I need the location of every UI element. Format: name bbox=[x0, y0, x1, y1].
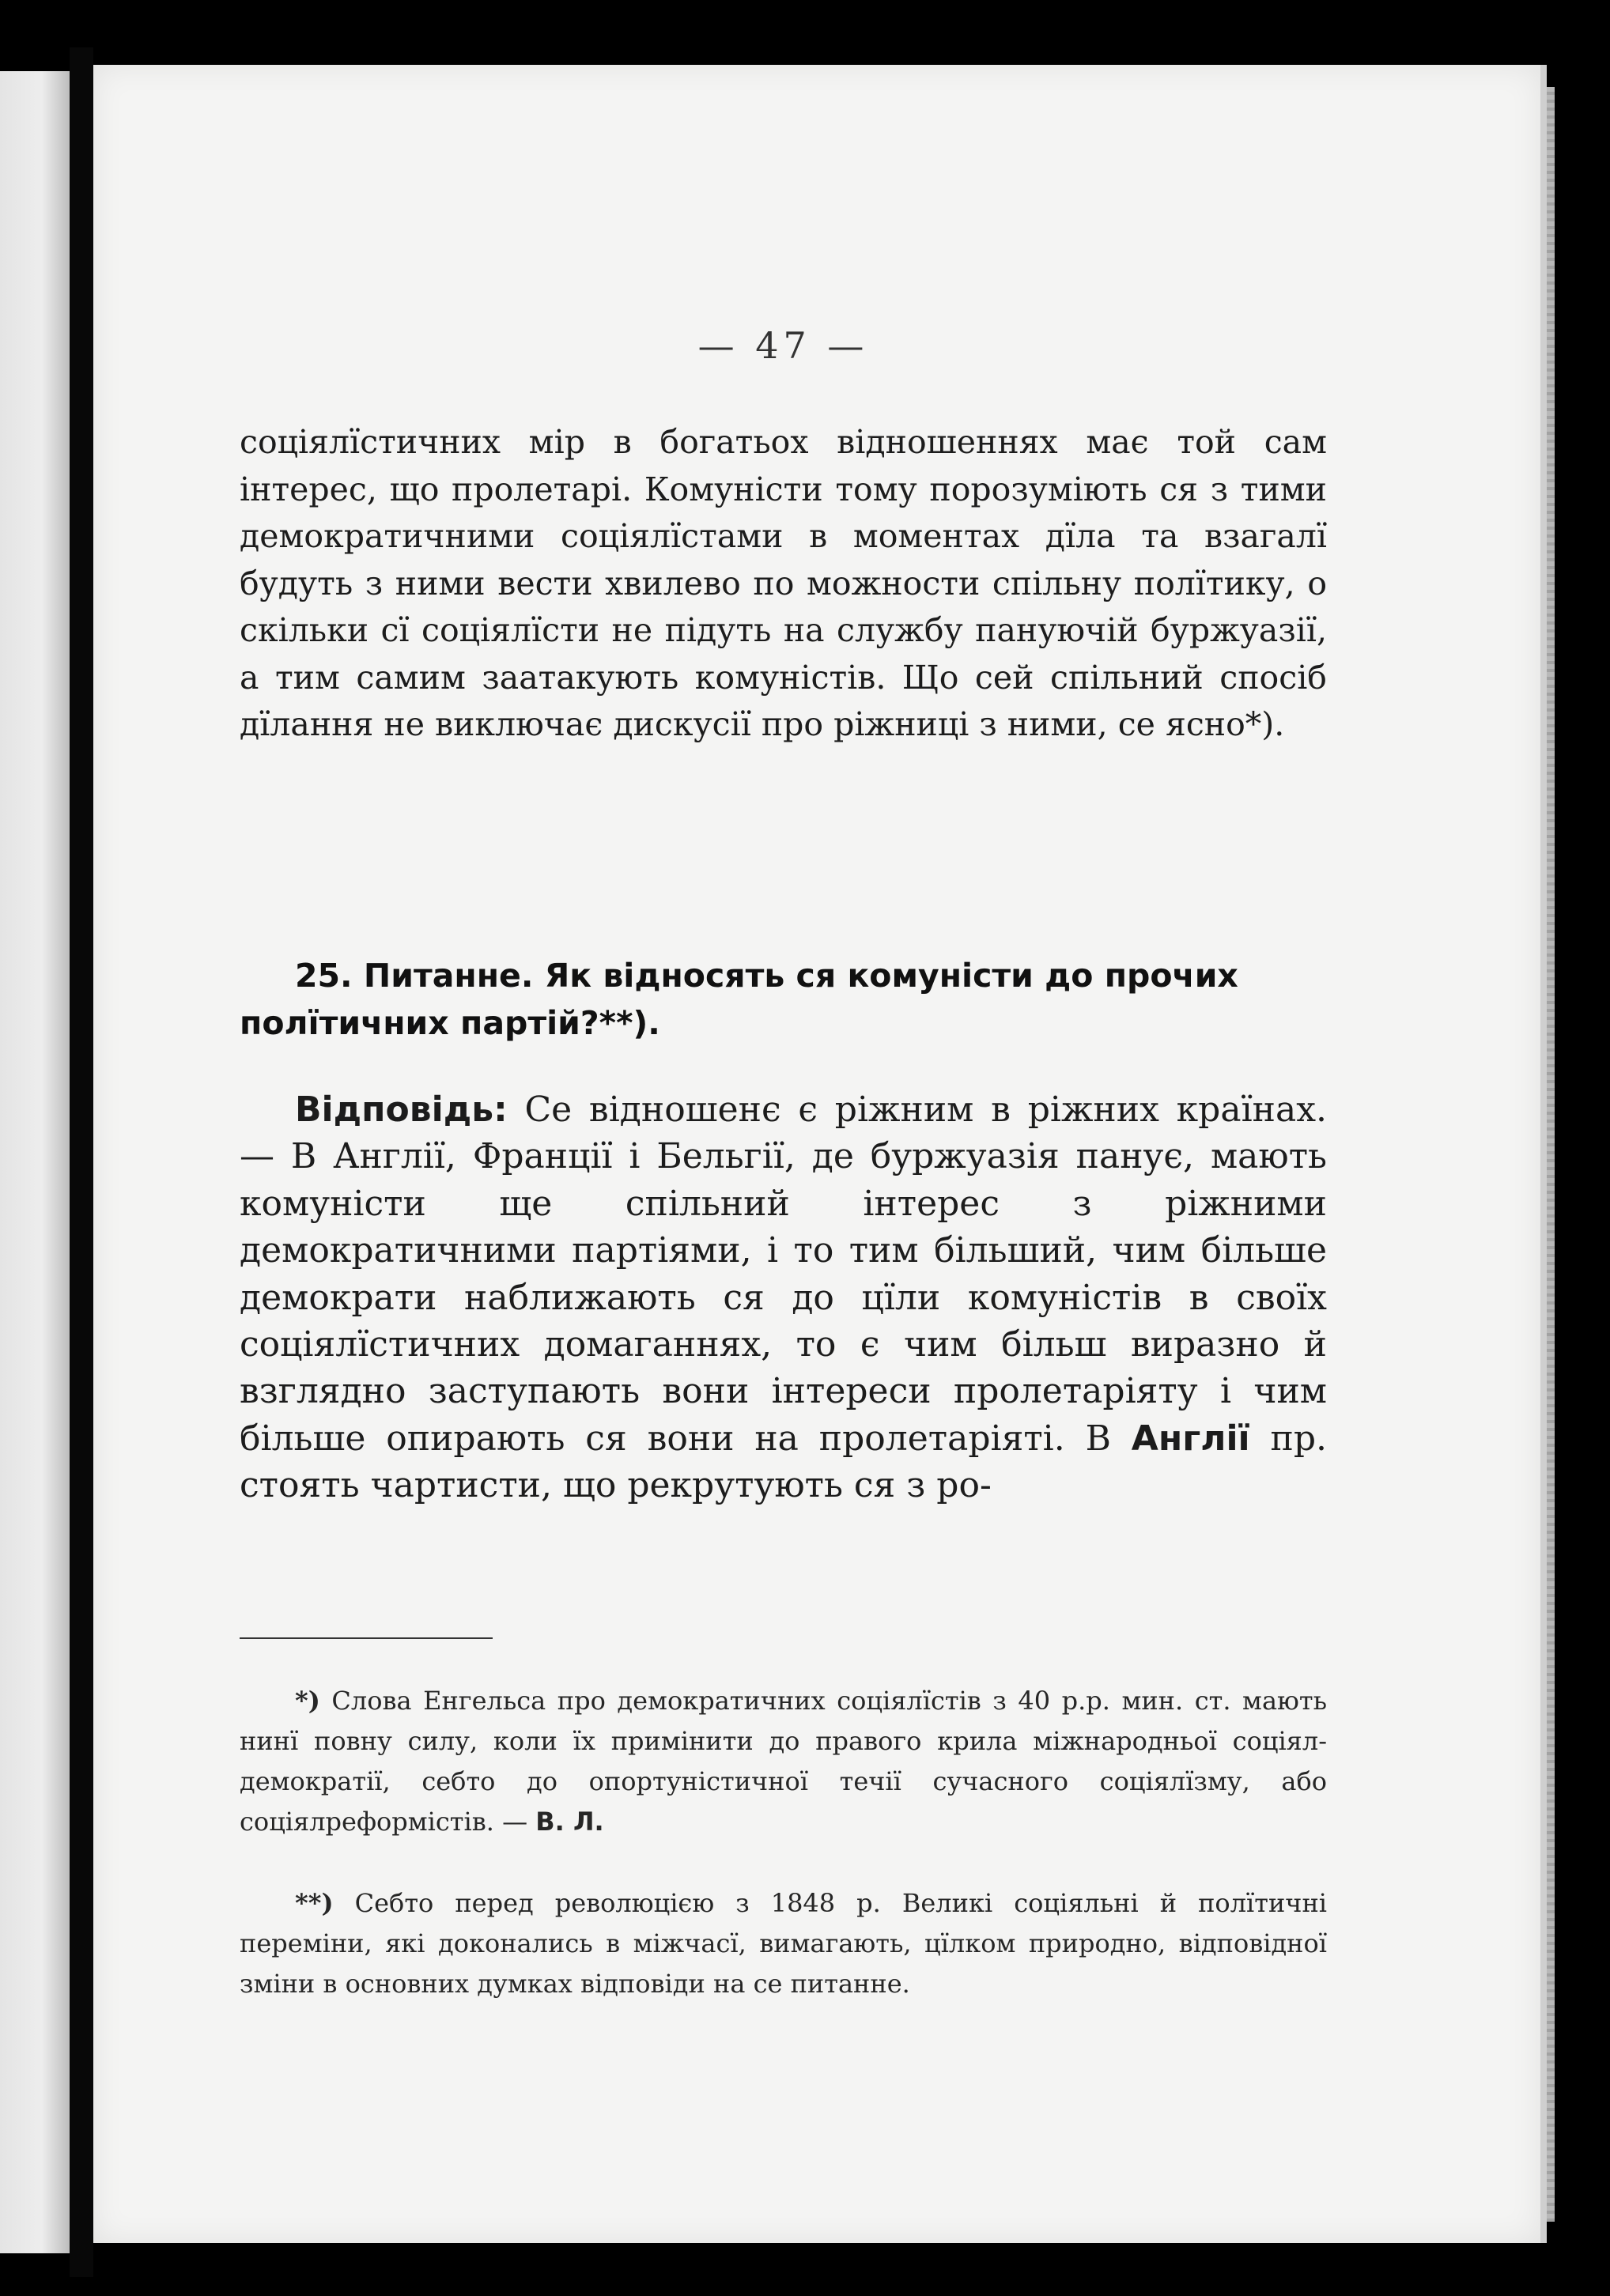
answer-text-part-1: Се відношенє є ріжним в ріжних країнах. — В Англії, Франції і Бельгії, де буржуазія панує, мають комуністи ще спільний інтерес з ріжними демократичними партіями, і то тим більший, чим більше демократи наближають ся до цїли комуністів в своїх соціялїстичних домаганнях, то є чим більш виразно й взглядно заступають вони інтереси пролетаріяту і чим більше опирають ся вони на пролетаріяті. В bbox=[240, 1089, 1327, 1459]
book-gutter bbox=[70, 47, 93, 2277]
footnote-1 bbox=[240, 1681, 1327, 1842]
book-page bbox=[93, 65, 1547, 2243]
footnote-2-text: Себто перед революцією з 1848 р. Великі соціяльні й полїтичні переміни, які доконались в міжчасї, вимагають, цїлком природно, відповідної зміни в основних думках відповіди на се питанне. bbox=[240, 1888, 1327, 1999]
footnote-divider bbox=[240, 1637, 493, 1639]
footnote-1-text: Слова Енгельса про демократичних соціялїстів з 40 р.р. мин. ст. мають нинї повну силу, коли їх примінити до правого крила міжнародньої соціял-демократії, себто до опортуністичної течії сучасного соціялїзму, або соціялреформістів. — bbox=[240, 1686, 1327, 1837]
answer-bold-word: Англії bbox=[1131, 1418, 1250, 1459]
footnote-2 bbox=[240, 1883, 1327, 2004]
previous-page-edge bbox=[0, 71, 70, 2253]
answer-paragraph bbox=[240, 1086, 1327, 1509]
footnote-1-mark: *) bbox=[295, 1686, 320, 1716]
footnote-1-signature: В. Л. bbox=[535, 1807, 604, 1837]
footnote-2-mark: **) bbox=[295, 1888, 334, 1918]
paragraph-continued: соціялїстичних мір в богатьох відношеннях має той сам інтерес, що пролетарі. Комуністи тому порозуміють ся з тими демократичними соціялїстами в моментах дїла та взагалї будуть з ними вести хвилево по можности спільну полїтику, о скільки сї соціялїсти не підуть на службу пануючій буржуазії, а тим самим заатакують комуністів. Що сей спільний спосіб дїлання не виключає дискусії про ріжниці з ними, се ясно*). bbox=[240, 423, 1327, 743]
question-heading: 25. Питанне. Як відносять ся комуністи до прочих полїтичних партій?**). bbox=[240, 957, 1238, 1042]
answer-label: Відповідь: bbox=[295, 1089, 508, 1130]
answer-text-part-2: пр. стоять чартисти, що рекрутують ся з ро- bbox=[240, 1418, 1327, 1506]
page-number: — 47 — bbox=[697, 324, 869, 367]
